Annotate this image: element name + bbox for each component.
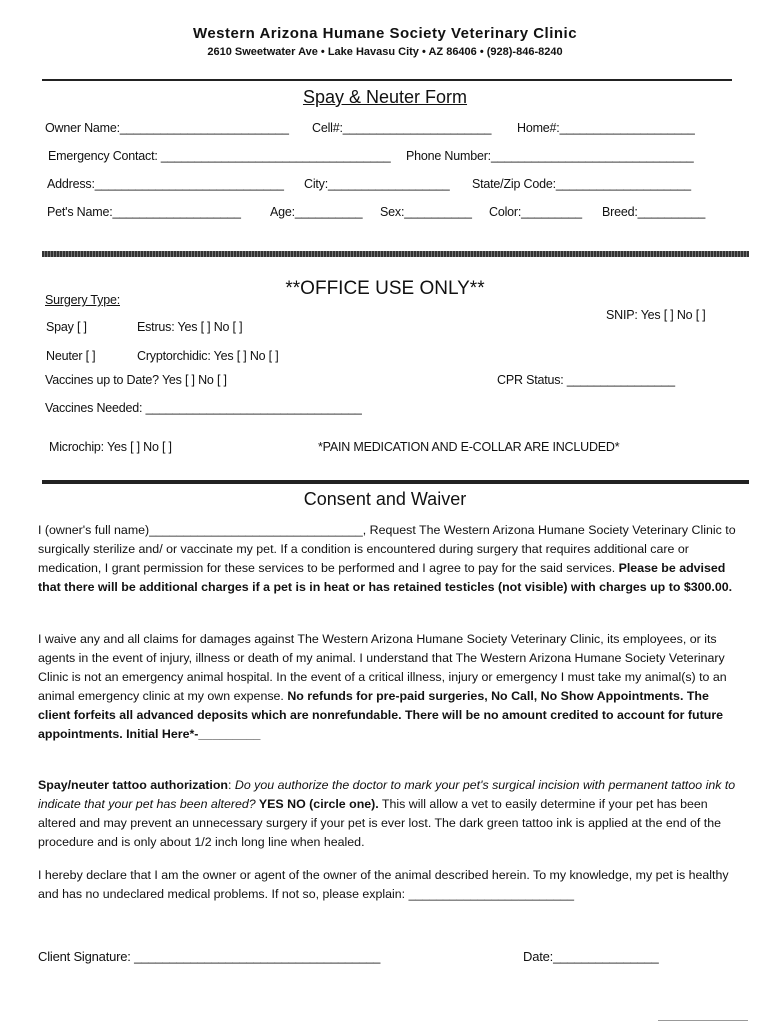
pets-name-field[interactable]: Pet's Name:___________________ <box>47 205 241 219</box>
footer-line <box>658 1020 748 1021</box>
cryptorchidic-checkbox[interactable]: Cryptorchidic: Yes [ ] No [ ] <box>137 349 279 363</box>
surgery-type-label: Surgery Type: <box>45 293 120 307</box>
vaccines-up-to-date-checkbox[interactable]: Vaccines up to Date? Yes [ ] No [ ] <box>45 373 227 387</box>
cell-field[interactable]: Cell#:______________________ <box>312 121 492 135</box>
emergency-contact-field[interactable]: Emergency Contact: __________________________________ <box>48 149 391 163</box>
office-heading: **OFFICE USE ONLY** <box>285 278 485 299</box>
declaration-paragraph <box>38 866 738 904</box>
tattoo-explanation: This will allow a vet to easily determine if your pet has been altered and may prevent an unnecessary surgery if your pet is ever lost. The dark green tattoo ink is applied at the end of the procedure and is only about 1/2 inch long line when healed. <box>38 797 722 849</box>
consent-heading: Consent and Waiver <box>303 489 467 509</box>
phone-number-field[interactable]: Phone Number:______________________________ <box>406 149 694 163</box>
date-field[interactable]: Date:_______________ <box>523 949 659 964</box>
tattoo-paragraph <box>38 776 738 852</box>
city-field[interactable]: City:__________________ <box>304 177 450 191</box>
pain-medication-note: *PAIN MEDICATION AND E-COLLAR ARE INCLUDED* <box>318 440 620 454</box>
snip-checkbox[interactable]: SNIP: Yes [ ] No [ ] <box>606 308 706 322</box>
waiver-refund-policy: No refunds for pre-paid surgeries, No Call, No Show Appointments. The client forfeits all advanced deposits which are nonrefundable. There will be no amount credited to account for future appointments. Initial Here*-_________ <box>38 689 724 741</box>
cpr-status-field[interactable]: CPR Status: ________________ <box>497 373 675 387</box>
tattoo-colon: : <box>228 778 235 792</box>
address-field[interactable]: Address:____________________________ <box>47 177 284 191</box>
clinic-name: Western Arizona Humane Society Veterinary Clinic <box>192 25 578 42</box>
waiver-paragraph <box>38 630 738 744</box>
declaration-text[interactable]: I hereby declare that I am the owner or agent of the owner of the animal described herein. To my knowledge, my pet is healthy and has no undeclared medical problems. If not so, please explain: ________________________ <box>38 868 729 901</box>
tattoo-question: Do you authorize the doctor to mark your pet's surgical incision with permanent tattoo ink to indicate that your pet has been altered? <box>38 778 736 811</box>
state-zip-field[interactable]: State/Zip Code:____________________ <box>472 177 691 191</box>
owner-name-field[interactable]: Owner Name:_________________________ <box>45 121 289 135</box>
header-divider <box>42 79 732 81</box>
home-field[interactable]: Home#:____________________ <box>517 121 695 135</box>
vaccines-needed-field[interactable]: Vaccines Needed: ________________________________ <box>45 401 362 415</box>
tattoo-yes-no-choice[interactable]: YES NO (circle one). <box>255 797 379 811</box>
age-field[interactable]: Age:__________ <box>270 205 363 219</box>
form-title: Spay & Neuter Form <box>302 87 468 107</box>
microchip-checkbox[interactable]: Microchip: Yes [ ] No [ ] <box>49 440 172 454</box>
consent-paragraph-1 <box>38 521 738 597</box>
clinic-address: 2610 Sweetwater Ave • Lake Havasu City • AZ 86406 • (928)-846-8240 <box>207 46 563 58</box>
consent-divider <box>42 480 749 484</box>
consent-p1-warning: Please be advised that there will be additional charges if a pet is in heat or has retained testicles (not visible) with charges up to $300.00. <box>38 561 733 594</box>
estrus-checkbox[interactable]: Estrus: Yes [ ] No [ ] <box>137 320 243 334</box>
spay-checkbox[interactable]: Spay [ ] <box>46 320 87 334</box>
tattoo-label: Spay/neuter tattoo authorization <box>38 778 228 792</box>
waiver-text: I waive any and all claims for damages against The Western Arizona Humane Society Veterinary Clinic, its employees, or its agents in the event of injury, illness or death of my animal. I understand that The Western Arizona Humane Society Veterinary Clinic is not an emergency animal hospital. In the event of a critical illness, injury or emergency I must take my animal(s) to an animal emergency clinic at my own expense. <box>38 632 727 703</box>
client-signature-field[interactable]: Client Signature: ___________________________________ <box>38 949 381 964</box>
sex-field[interactable]: Sex:__________ <box>380 205 472 219</box>
neuter-checkbox[interactable]: Neuter [ ] <box>46 349 96 363</box>
breed-field[interactable]: Breed:__________ <box>602 205 706 219</box>
color-field[interactable]: Color:_________ <box>489 205 582 219</box>
consent-p1-text: I (owner's full name)_______________________________, Request The Western Arizona Humane Society Veterinary Clinic to surgically sterilize and/ or vaccinate my pet. If a condition is encountered during surgery that requires additional care or medication, I grant permission for these services to be performed and I agree to pay for the said services. <box>38 523 736 575</box>
office-divider <box>42 251 749 257</box>
